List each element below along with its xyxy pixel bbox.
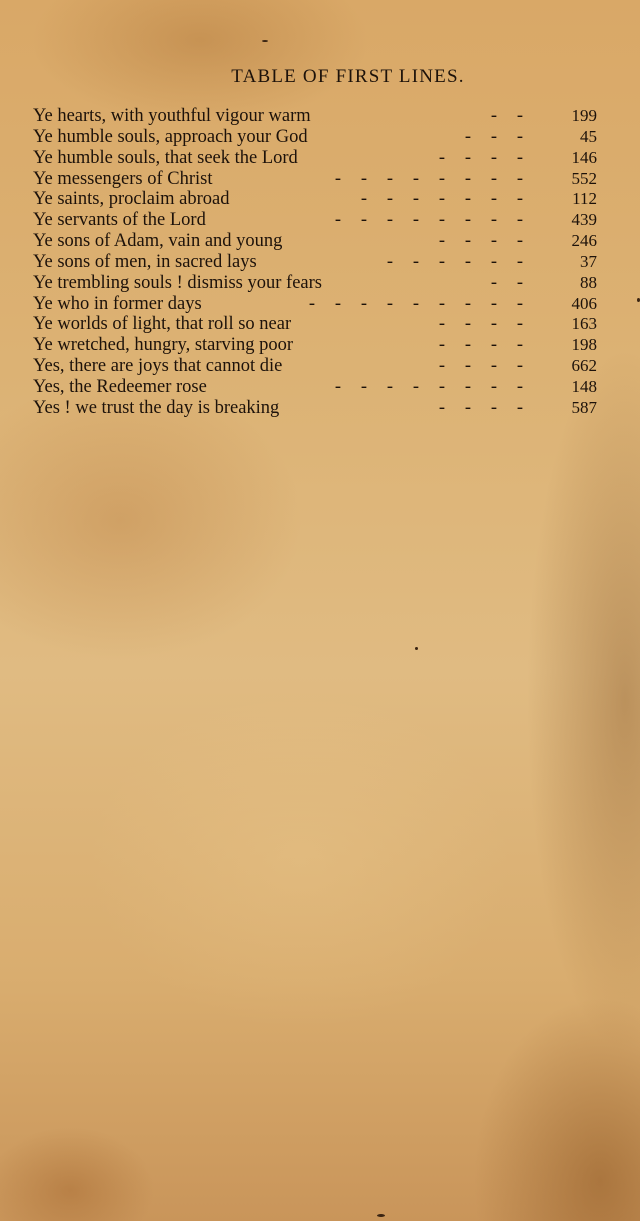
list-item xyxy=(33,398,603,419)
entry-page-number: 112 xyxy=(572,189,597,209)
list-item xyxy=(33,294,603,315)
dot-leader: - - - - xyxy=(438,397,524,418)
entry-first-line: Ye wretched, hungry, starving poor xyxy=(33,335,293,356)
ink-speck xyxy=(377,1214,385,1217)
dot-leader: - - - xyxy=(464,126,524,147)
list-item xyxy=(33,335,603,356)
ink-speck xyxy=(415,647,418,650)
list-item xyxy=(33,169,603,190)
dot-leader: - - - - - - - - xyxy=(334,376,524,397)
entry-first-line: Ye hearts, with youthful vigour warm xyxy=(33,106,311,126)
dot-leader: - - - - - - xyxy=(386,251,524,272)
entry-page-number: 246 xyxy=(571,231,597,251)
entry-page-number: 45 xyxy=(580,126,597,146)
entry-page-number: 552 xyxy=(571,168,597,188)
list-item xyxy=(33,127,603,148)
entry-first-line: Yes, the Redeemer rose xyxy=(33,376,207,397)
dot-leader: - - - - xyxy=(438,147,524,168)
entry-first-line: Ye messengers of Christ xyxy=(33,168,213,189)
entry-page-number: 146 xyxy=(571,147,597,167)
dot-leader: - - xyxy=(490,106,524,126)
entry-first-line: Ye humble souls, approach your God xyxy=(33,126,308,147)
list-item xyxy=(33,210,603,231)
ink-speck xyxy=(262,40,268,42)
list-item xyxy=(33,356,603,377)
dot-leader: - - - - xyxy=(438,356,524,377)
entry-first-line: Yes ! we trust the day is breaking xyxy=(33,397,280,418)
dot-leader: - - - - xyxy=(438,314,524,335)
list-item xyxy=(33,377,603,398)
list-item xyxy=(33,189,603,210)
entry-page-number: 198 xyxy=(571,335,597,355)
list-item xyxy=(33,314,603,335)
entry-first-line: Ye servants of the Lord xyxy=(33,210,206,231)
entry-page-number: 163 xyxy=(571,314,597,334)
list-item xyxy=(33,148,603,169)
dot-leader: - - - - - - - xyxy=(360,189,524,210)
entry-first-line: Ye saints, proclaim abroad xyxy=(33,189,230,210)
entry-first-line: Ye humble souls, that seek the Lord xyxy=(33,147,298,168)
entry-page-number: 88 xyxy=(580,272,597,292)
entry-first-line: Ye worlds of light, that roll so near xyxy=(33,314,292,335)
list-item xyxy=(33,231,603,252)
entry-page-number: 37 xyxy=(580,251,597,271)
dot-leader: - - - - - - - - xyxy=(334,210,524,231)
dot-leader: - - - - - - - - xyxy=(334,168,524,189)
dot-leader: - - - - xyxy=(438,231,524,252)
list-item xyxy=(33,106,603,127)
entry-first-line: Ye sons of men, in sacred lays xyxy=(33,251,257,272)
entry-first-line: Ye who in former days xyxy=(33,293,202,314)
entry-page-number: 148 xyxy=(571,376,597,396)
dot-leader: - - xyxy=(490,272,524,293)
entry-page-number: 587 xyxy=(571,397,597,417)
entry-page-number: 199 xyxy=(571,106,597,125)
list-item xyxy=(33,273,603,294)
page-title: TABLE OF FIRST LINES. xyxy=(231,66,465,87)
entry-first-line: Ye trembling souls ! dismiss your fears xyxy=(33,272,322,293)
dot-leader: - - - - xyxy=(438,335,524,356)
dot-leader: - - - - - - - - - xyxy=(308,293,524,314)
entry-first-line: Ye sons of Adam, vain and young xyxy=(33,231,283,252)
entry-page-number: 662 xyxy=(571,356,597,376)
entry-page-number: 406 xyxy=(571,293,597,313)
entry-page-number: 439 xyxy=(571,210,597,230)
first-lines-list xyxy=(33,106,603,419)
list-item xyxy=(33,252,603,273)
entry-first-line: Yes, there are joys that cannot die xyxy=(33,356,283,377)
